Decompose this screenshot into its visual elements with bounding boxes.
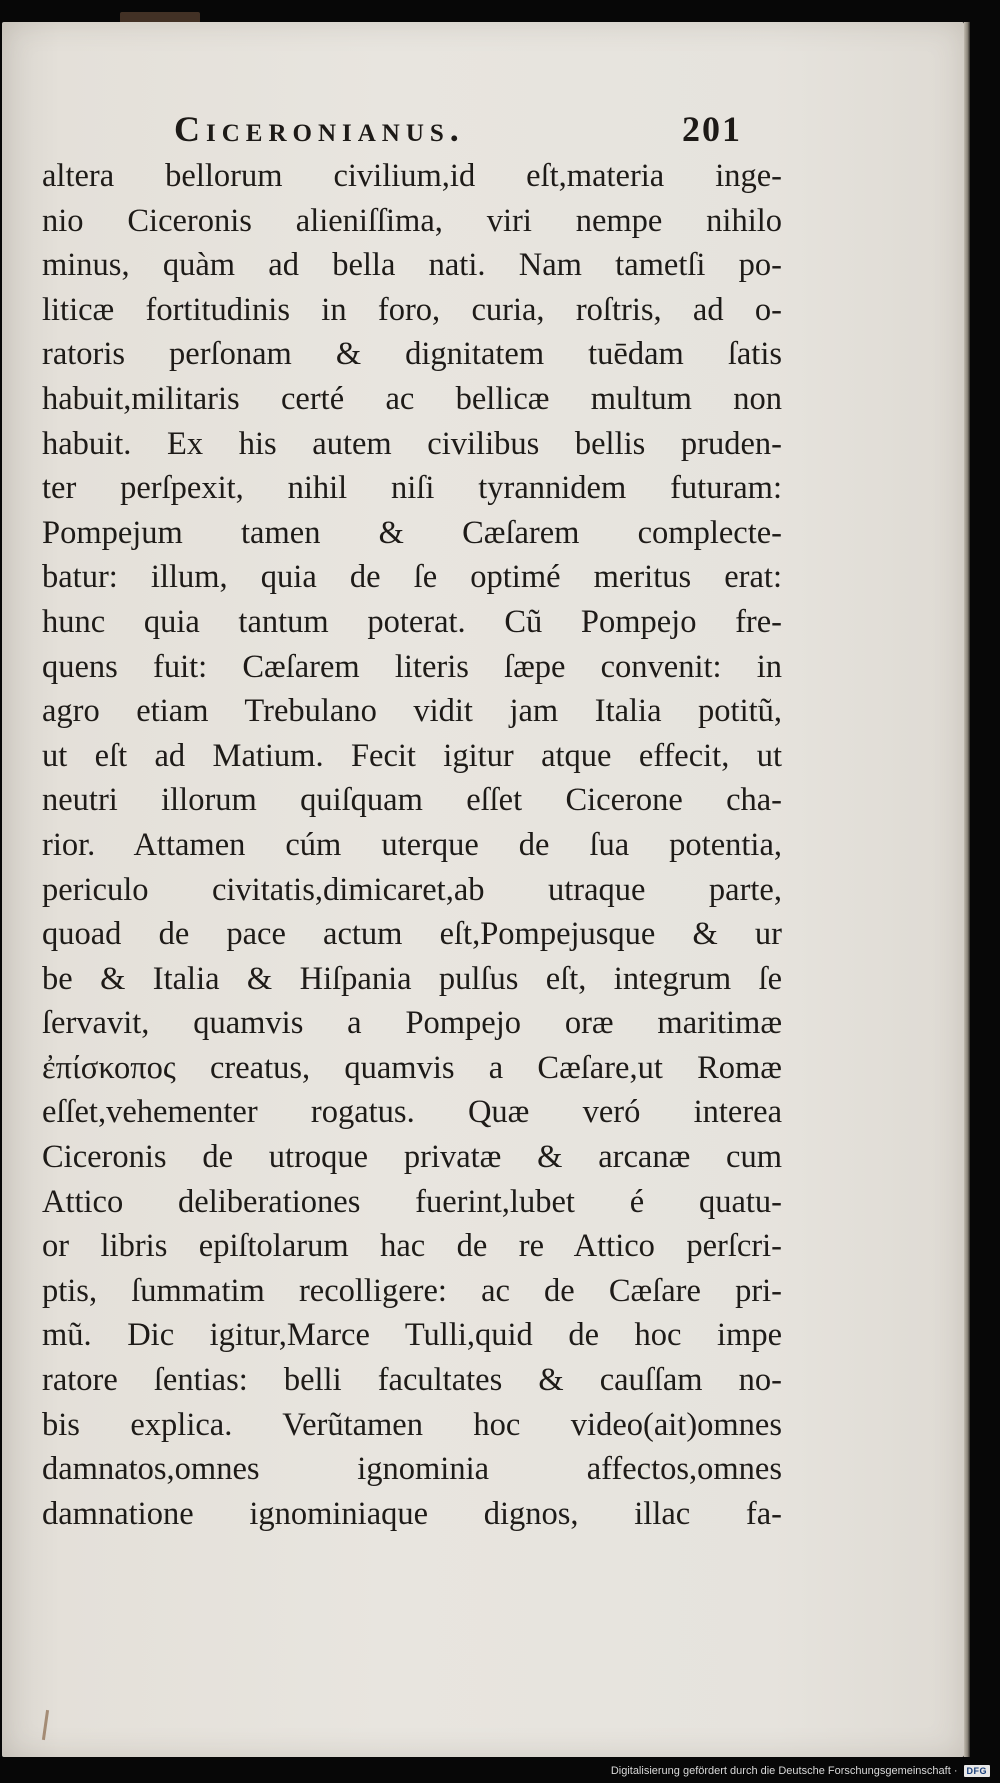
page-edge <box>964 22 970 1757</box>
text-line: altera bellorum civilium,id eſt,materia inge- <box>42 158 782 194</box>
credit-text: Digitalisierung gefördert durch die Deutsche Forschungsgemeinschaft · <box>610 1765 958 1777</box>
text-line: ſervavit, quamvis a Pompejo oræ maritimæ <box>42 1005 782 1042</box>
text-line: periculo civitatis,dimicaret,ab utraque parte, <box>42 871 782 908</box>
text-line: ter perſpexit, nihil niſi tyrannidem futuram: <box>42 470 782 507</box>
text-line: minus, quàm ad bella nati. Nam tametſi po- <box>42 247 782 284</box>
running-head <box>2 108 964 158</box>
text-line: ratore ſentias: belli facultates & cauſſam no- <box>42 1362 782 1399</box>
text-line: liticæ fortitudinis in foro, curia, roſtris, ad o- <box>42 291 782 328</box>
text-line: damnatos,omnes ignominia affectos,omnes <box>42 1451 782 1488</box>
text-line: agro etiam Trebulano vidit jam Italia potitũ, <box>42 693 782 730</box>
text-line: ratoris perſonam & dignitatem tuēdam ſatis <box>42 336 782 373</box>
margin-ink-mark <box>42 1710 49 1740</box>
text-line: ptis, ſummatim recolligere: ac de Cæſare pri- <box>42 1272 782 1309</box>
text-line: damnatione ignominiaque dignos, illac fa- <box>42 1495 782 1532</box>
text-line: habuit. Ex his autem civilibus bellis pruden- <box>42 425 782 462</box>
digitization-credit <box>611 1765 990 1777</box>
text-line: or libris epiſtolarum hac de re Attico perſcri- <box>42 1228 782 1265</box>
text-line: Attico deliberationes fuerint,lubet é quatu- <box>42 1183 782 1220</box>
text-line: rior. Attamen cúm uterque de ſua potentia, <box>42 826 782 863</box>
text-line: batur: illum, quia de ſe optimé meritus erat: <box>42 559 782 596</box>
text-line: Pompejum tamen & Cæſarem complecte- <box>42 514 782 551</box>
text-line: hunc quia tantum poterat. Cũ Pompejo fre- <box>42 603 782 640</box>
text-line: nio Ciceronis alieniſſima, viri nempe nihilo <box>42 202 782 239</box>
text-line: habuit,militaris certé ac bellicæ multum non <box>42 380 782 417</box>
text-line: Ciceronis de utroque privatæ & arcanæ cum <box>42 1139 782 1176</box>
text-line: quoad de pace actum eſt,Pompejusque & ur <box>42 916 782 953</box>
text-line: ut eſt ad Matium. Fecit igitur atque effecit, ut <box>42 737 782 774</box>
text-line: bis explica. Verũtamen hoc video(ait)omnes <box>42 1406 782 1443</box>
book-page <box>2 22 964 1757</box>
body-text <box>42 154 782 1536</box>
page-number: 201 <box>682 109 742 149</box>
text-line: neutri illorum quiſquam eſſet Cicerone cha- <box>42 782 782 819</box>
text-line: mũ. Dic igitur,Marce Tulli,quid de hoc impe <box>42 1317 782 1354</box>
text-line: ἐπίσκοπος creatus, quamvis a Cæſare,ut Romæ <box>42 1049 782 1086</box>
dfg-logo: DFG <box>964 1765 991 1777</box>
text-line: be & Italia & Hiſpania pulſus eſt, integrum ſe <box>42 960 782 997</box>
running-head-title: Ciceronianus. <box>174 109 465 149</box>
text-line: eſſet,vehementer rogatus. Quæ veró interea <box>42 1094 782 1131</box>
text-line: quens fuit: Cæſarem literis ſæpe convenit: in <box>42 648 782 685</box>
